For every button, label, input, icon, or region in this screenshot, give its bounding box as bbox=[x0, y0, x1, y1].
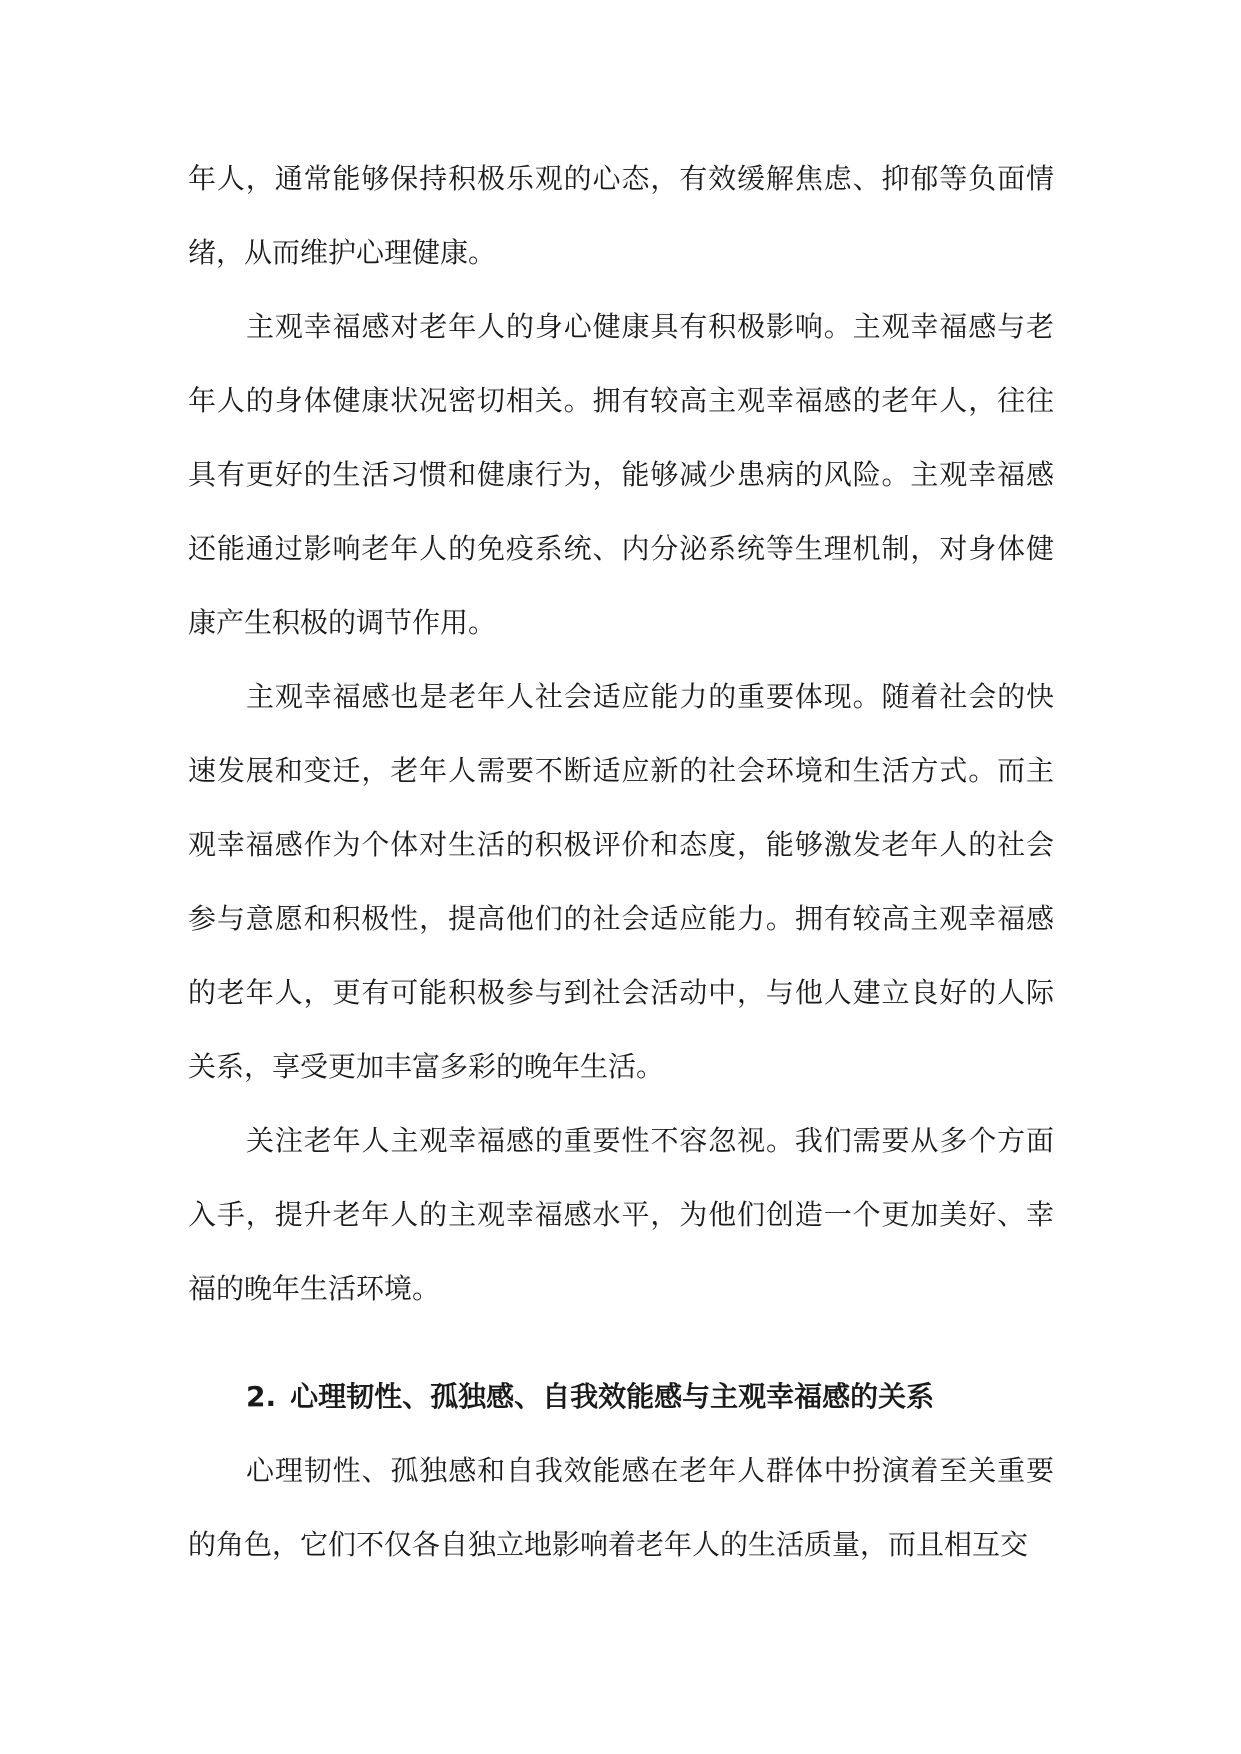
paragraph-continuation: 年人，通常能够保持积极乐观的心态，有效缓解焦虑、抑郁等负面情绪，从而维护心理健康。 bbox=[188, 162, 1054, 269]
paragraph-importance: 关注老年人主观幸福感的重要性不容忽视。我们需要从多个方面入手，提升老年人的主观幸福感水平，为他们创造一个更加美好、幸福的晚年生活环境。 bbox=[188, 1124, 1054, 1305]
paragraph-health-impact: 主观幸福感对老年人的身心健康具有积极影响。主观幸福感与老年人的身体健康状况密切相关。拥有较高主观幸福感的老年人，往往具有更好的生活习惯和健康行为，能够减少患病的风险。主观幸福感还能通过影响老年人的免疫系统、内分泌系统等生理机制，对身体健康产生积极的调节作用。 bbox=[188, 310, 1054, 639]
section-number: 2. bbox=[246, 1380, 277, 1413]
section-title: 心理韧性、孤独感、自我效能感与主观幸福感的关系 bbox=[290, 1380, 935, 1413]
paragraph-relationship-intro: 心理韧性、孤独感和自我效能感在老年人群体中扮演着至关重要的角色，它们不仅各自独立地影响着老年人的生活质量，而且相互交 bbox=[188, 1454, 1054, 1561]
document-body bbox=[188, 142, 1054, 1582]
paragraph-social-adaptation: 主观幸福感也是老年人社会适应能力的重要体现。随着社会的快速发展和变迁，老年人需要不断适应新的社会环境和生活方式。而主观幸福感作为个体对生活的积极评价和态度，能够激发老年人的社会参与意愿和积极性，提高他们的社会适应能力。拥有较高主观幸福感的老年人，更有可能积极参与到社会活动中，与他人建立良好的人际关系，享受更加丰富多彩的晚年生活。 bbox=[188, 680, 1054, 1083]
section-heading bbox=[188, 1360, 1054, 1434]
